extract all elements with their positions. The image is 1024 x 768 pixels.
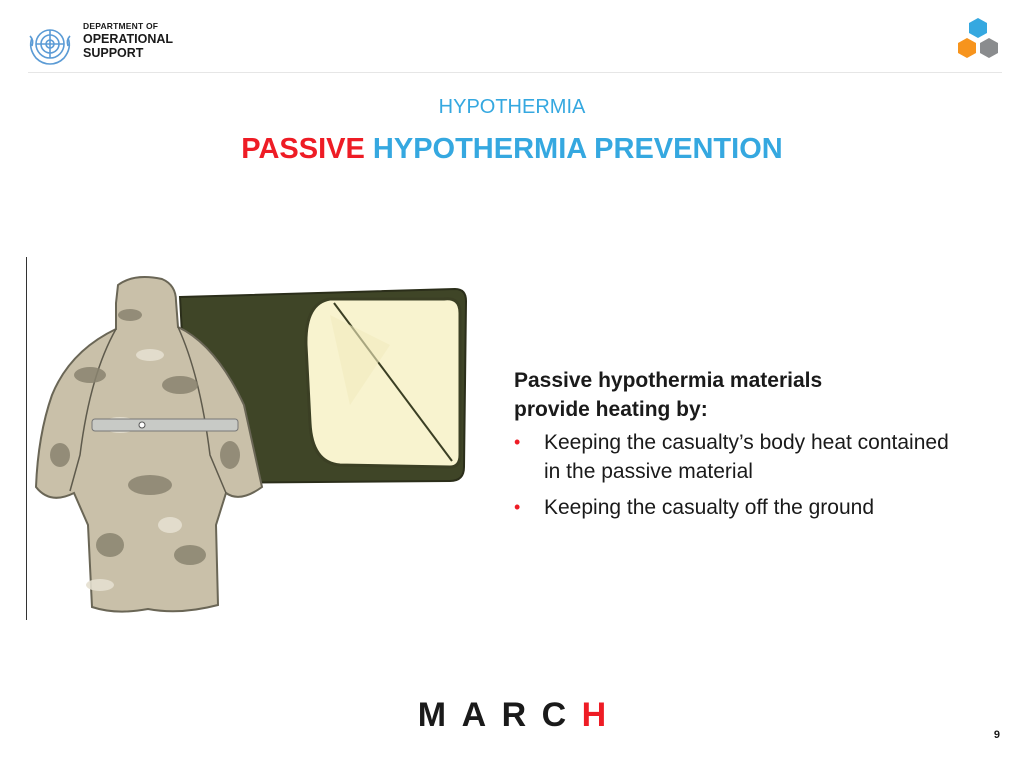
- page-number: 9: [993, 729, 1000, 741]
- bullet-list: [514, 428, 954, 522]
- intro-line-1: Passive hypothermia materials: [514, 369, 823, 392]
- list-item: [514, 428, 954, 486]
- hexagon-cluster-icon: [952, 16, 1004, 66]
- intro-line-2: provide heating by:: [514, 398, 708, 421]
- march-acronym: [0, 696, 1024, 735]
- un-emblem-icon: [24, 18, 76, 70]
- bullet-text: Keeping the casualty off the ground: [544, 496, 875, 519]
- header-divider: [28, 72, 1002, 73]
- list-item: [514, 493, 954, 522]
- title-rest: HYPOTHERMIA PREVENTION: [372, 133, 783, 165]
- march-letter: C: [541, 696, 567, 734]
- dept-line-3: SUPPORT: [83, 46, 144, 60]
- image-edge-line: [26, 257, 27, 620]
- march-letter: H: [581, 696, 607, 734]
- bullet-dot-icon: •: [514, 432, 521, 452]
- intro-text: [514, 366, 954, 424]
- march-letter: A: [461, 696, 487, 734]
- bullet-text: Keeping the casualty’s body heat contained in the passive material: [544, 431, 949, 483]
- slide-subtitle: HYPOTHERMIA: [438, 96, 586, 118]
- department-wordmark: [83, 22, 173, 60]
- bullet-dot-icon: •: [514, 497, 521, 517]
- march-letter: R: [501, 696, 527, 734]
- poncho-liner-illustration: [30, 255, 470, 625]
- content-text-block: [514, 366, 954, 529]
- slide-header: [0, 0, 1024, 74]
- march-letter: M: [417, 696, 447, 734]
- dept-line-2: OPERATIONAL: [83, 31, 174, 46]
- dept-line-1: DEPARTMENT OF: [83, 21, 159, 31]
- slide-title: [0, 133, 1024, 166]
- title-emphasis: PASSIVE: [241, 133, 365, 165]
